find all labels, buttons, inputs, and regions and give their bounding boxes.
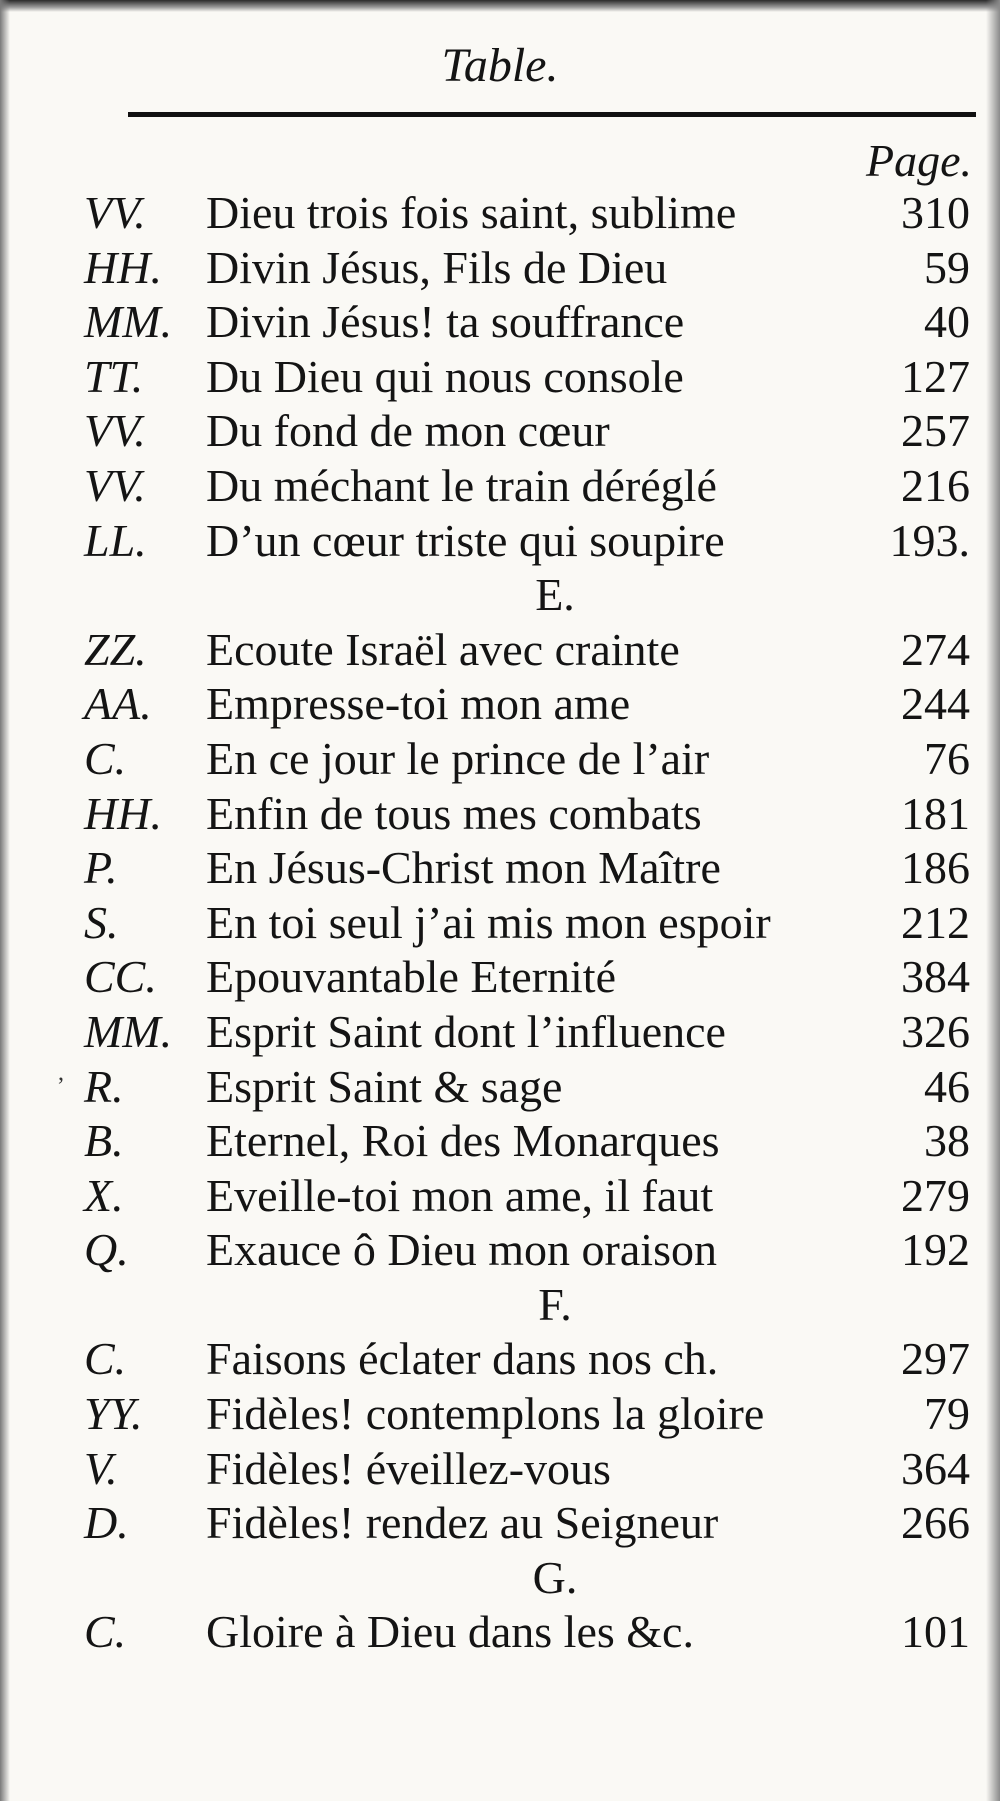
index-entry — [84, 896, 976, 951]
index-entry — [84, 841, 976, 896]
page-number: 192 — [901, 1224, 970, 1276]
hymn-incipit: En ce jour le prince de l’air — [206, 732, 710, 784]
hymn-incipit: Empresse-toi mon ame — [206, 678, 631, 730]
page-number: 181 — [901, 787, 970, 839]
tune-code: HH. — [84, 241, 162, 293]
index-entry — [84, 623, 976, 678]
page-column-label: Page. — [865, 135, 972, 186]
index-entry — [84, 1169, 976, 1224]
hymn-incipit: Exauce ô Dieu mon oraison — [206, 1224, 717, 1276]
index-entry — [84, 404, 976, 459]
index-entry — [84, 514, 976, 569]
tune-code: C. — [84, 1606, 127, 1658]
index-entry — [84, 1005, 976, 1060]
tune-code: VV. — [84, 187, 146, 238]
hymn-incipit: Ecoute Israël avec crainte — [206, 623, 680, 675]
tune-code: X. — [84, 1169, 124, 1221]
index-entry — [84, 459, 976, 514]
index-entry — [84, 1223, 976, 1278]
page-number: 274 — [901, 623, 970, 675]
hymn-incipit: Fidèles! éveillez-vous — [206, 1442, 611, 1494]
page-number: 38 — [924, 1115, 970, 1167]
tune-code: MM. — [84, 296, 173, 348]
page-right-edge — [986, 0, 1000, 1801]
tune-code: V. — [84, 1442, 118, 1494]
tune-code: LL. — [84, 514, 147, 566]
tune-code: S. — [84, 896, 119, 948]
page-number: 193. — [889, 514, 970, 566]
hymn-incipit: Faisons éclater dans nos ch. — [206, 1333, 719, 1385]
hymn-incipit: Enfin de tous mes combats — [206, 787, 702, 839]
tune-code: VV. — [84, 459, 146, 511]
page-number: 79 — [924, 1388, 970, 1440]
running-title: Table. — [441, 39, 559, 92]
page-top-edge — [0, 0, 1000, 12]
section-letter: E. — [535, 569, 575, 621]
page-number: 310 — [901, 187, 970, 238]
index-entry — [84, 295, 976, 350]
page-number: 46 — [924, 1060, 970, 1112]
page-number: 127 — [901, 350, 970, 402]
section-letter: F. — [538, 1278, 572, 1330]
index-entry — [84, 950, 976, 1005]
hymn-incipit: En Jésus-Christ mon Maître — [206, 842, 721, 894]
hymn-incipit: D’un cœur triste qui soupire — [206, 514, 725, 566]
page-number: 101 — [901, 1606, 970, 1658]
index-entry — [84, 677, 976, 732]
tune-code: R. — [84, 1060, 124, 1112]
hymn-incipit: Du méchant le train déréglé — [206, 459, 717, 511]
section-letter: G. — [532, 1551, 578, 1603]
hymn-incipit: Fidèles! rendez au Seigneur — [206, 1497, 719, 1549]
hymn-incipit: Du fond de mon cœur — [206, 405, 610, 457]
header-rule — [128, 112, 976, 117]
index-entry — [84, 1060, 976, 1115]
tune-code: C. — [84, 1333, 127, 1385]
page-number: 364 — [901, 1442, 970, 1494]
page-number: 297 — [901, 1333, 970, 1385]
tune-code: TT. — [84, 350, 144, 402]
tune-code: B. — [84, 1115, 124, 1167]
index-entry — [84, 1332, 976, 1387]
index-entry — [84, 1114, 976, 1169]
tune-code: MM. — [84, 1005, 173, 1057]
page-number: 40 — [924, 296, 970, 348]
hymn-incipit: Eveille-toi mon ame, il faut — [206, 1169, 714, 1221]
page-number: 212 — [901, 896, 970, 948]
tune-code: ZZ. — [84, 623, 147, 675]
hymn-incipit: Gloire à Dieu dans les &c. — [206, 1606, 694, 1658]
hymn-incipit: Esprit Saint dont l’influence — [206, 1005, 726, 1057]
tune-code: C. — [84, 732, 127, 784]
index-entry — [84, 787, 976, 842]
hymn-incipit: Fidèles! contemplons la gloire — [206, 1388, 765, 1440]
index-entry — [84, 1496, 976, 1551]
stray-ink-mark: , — [58, 1060, 64, 1086]
page-number: 216 — [901, 459, 970, 511]
page-number: 257 — [901, 405, 970, 457]
page-number: 279 — [901, 1169, 970, 1221]
tune-code: Q. — [84, 1224, 129, 1276]
page-number: 384 — [901, 951, 970, 1003]
tune-code: D. — [84, 1497, 129, 1549]
index-entry — [84, 350, 976, 405]
page-number: 266 — [901, 1497, 970, 1549]
tune-code: P. — [84, 842, 118, 894]
page-number: 76 — [924, 732, 970, 784]
tune-code: VV. — [84, 405, 146, 457]
index-entry — [84, 1387, 976, 1442]
hymn-incipit: Divin Jésus! ta souffrance — [206, 296, 685, 348]
tune-code: YY. — [84, 1388, 143, 1440]
page-number: 244 — [901, 678, 970, 730]
hymn-incipit: Dieu trois fois saint, sublime — [206, 187, 737, 238]
page-left-edge — [0, 0, 10, 1801]
hymn-incipit: Divin Jésus, Fils de Dieu — [206, 241, 668, 293]
index-entry — [84, 732, 976, 787]
tune-code: HH. — [84, 787, 162, 839]
page-number: 186 — [901, 842, 970, 894]
hymn-incipit: Du Dieu qui nous console — [206, 350, 684, 402]
index-entry — [84, 1605, 976, 1660]
hymn-incipit: Esprit Saint & sage — [206, 1060, 563, 1112]
hymn-incipit: En toi seul j’ai mis mon espoir — [206, 896, 771, 948]
tune-code: CC. — [84, 951, 157, 1003]
index-table — [84, 186, 976, 1660]
hymn-incipit: Epouvantable Eternité — [206, 951, 617, 1003]
hymn-incipit: Eternel, Roi des Monarques — [206, 1115, 720, 1167]
page-number: 326 — [901, 1005, 970, 1057]
index-entry — [84, 241, 976, 296]
index-entry — [84, 1442, 976, 1497]
index-entry — [84, 186, 976, 241]
page-number: 59 — [924, 241, 970, 293]
tune-code: AA. — [84, 678, 152, 730]
